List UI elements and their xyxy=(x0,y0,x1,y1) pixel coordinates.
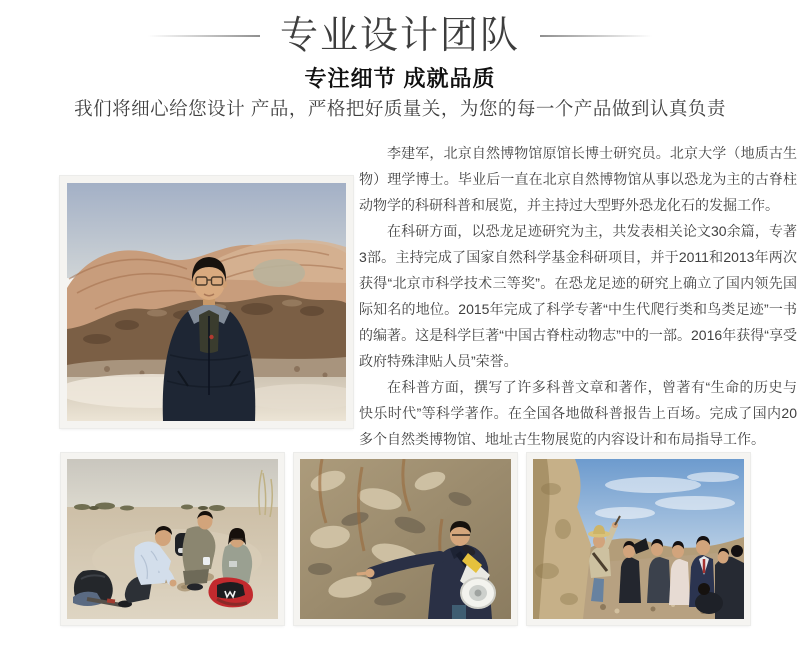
bio-paragraph-1: 李建军，北京自然博物馆原馆长博士研究员。北京大学（地质古生物）理学博士。毕业后一直在北京自然博物馆从事以恐龙为主的古脊柱动物学的科研科普和展览，并主持过大型野外恐龙化石的发掘工作。 xyxy=(359,145,797,213)
field-photo-rockwall xyxy=(294,453,517,625)
title-decor-line-right xyxy=(540,35,652,37)
field-photo-tracks-illustration xyxy=(67,459,278,619)
section-description: 我们将细心给您设计 产品，严格把好质量关，为您的每一个产品做到认真负责 xyxy=(74,98,726,119)
bio-text xyxy=(359,140,797,452)
field-photo-group xyxy=(527,453,750,625)
page-title: 专业设计团队 xyxy=(279,15,520,57)
section-title-row xyxy=(0,12,800,60)
bio-paragraph-3: 在科普方面，撰写了许多科普文章和著作，曾著有“生命的历史与快乐时代”等科学著作。在全国各地做科普报告上百场。完成了国内20多个自然类博物馆、地址古生物展览的内容设计和布局指导工作。 xyxy=(359,379,797,447)
portrait-photo xyxy=(60,176,353,428)
field-photo-group-illustration xyxy=(533,459,744,619)
title-decor-line-left xyxy=(148,35,260,37)
field-photo-gallery xyxy=(61,453,750,625)
field-photo-rockwall-illustration xyxy=(300,459,511,619)
section-subtitle: 专注细节 成就品质 xyxy=(304,66,496,91)
field-photo-tracks xyxy=(61,453,284,625)
bio-paragraph-2: 在科研方面，以恐龙足迹研究为主，共发表相关论文30余篇，专著3部。主持完成了国家自然科学基金科研项目，并于2011和2013年两次获得“北京市科学技术三等奖”。在恐龙足迹的研究上确立了国内领先国际知名的地位。2015年完成了科学专著“中生代爬行类和鸟类足迹”一书的编著。这是科学巨著“中国古脊柱动物志”中的一部。2016年获得“享受政府特殊津贴人员”荣誉。 xyxy=(359,223,797,369)
portrait-photo-illustration xyxy=(67,183,346,421)
